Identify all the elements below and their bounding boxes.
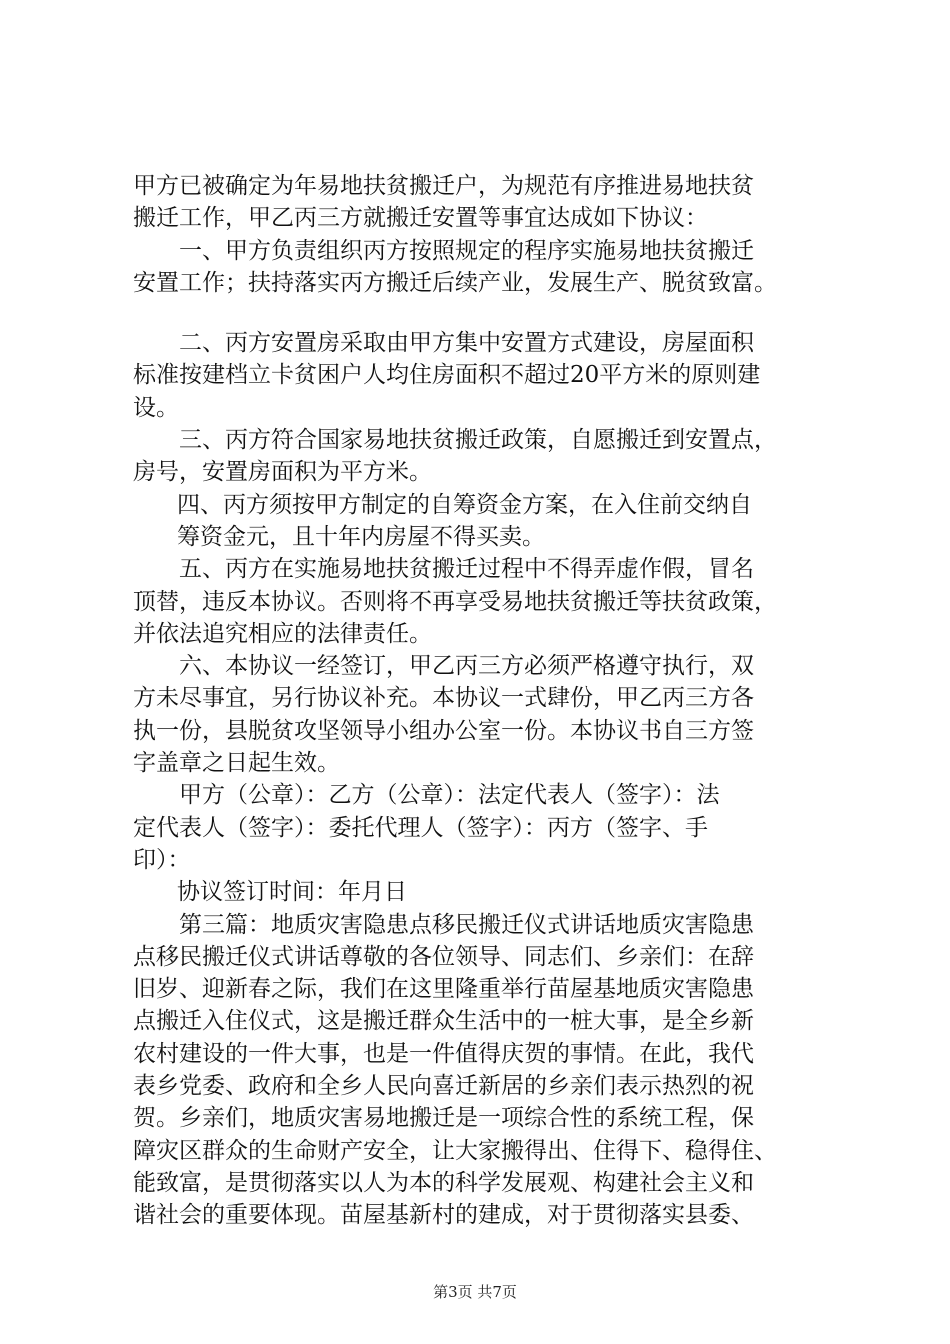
text-line: 旧岁、迎新春之际，我们在这里隆重举行苗屋基地质灾害隐患 xyxy=(133,976,754,1003)
paragraph-gap xyxy=(133,299,853,327)
text-line: 并依法追究相应的法律责任。 xyxy=(133,620,432,647)
page-number-footer: 第3页 共7页 xyxy=(433,1283,517,1301)
text-line: 执一份，县脱贫攻坚领导小组办公室一份。本协议书自三方签 xyxy=(133,717,754,744)
text-line: 方未尽事宜，另行协议补充。本协议一式肆份，甲乙丙三方各 xyxy=(133,685,754,712)
text-line: 点搬迁入住仪式，这是搬迁群众生活中的一桩大事，是全乡新 xyxy=(133,1008,754,1035)
text-line: 字盖章之日起生效。 xyxy=(133,750,340,777)
text-line: 五、丙方在实施易地扶贫搬迁过程中不得弄虚作假，冒名 xyxy=(179,556,754,583)
text-line: 甲方已被确定为年易地扶贫搬迁户，为规范有序推进易地扶贫 xyxy=(133,173,754,199)
text-line: 印）： xyxy=(133,846,191,873)
text-line: 点移民搬迁仪式讲话尊敬的各位领导、同志们、乡亲们：在辞 xyxy=(133,943,754,970)
text-line: 房号，安置房面积为平方米。 xyxy=(133,459,432,486)
text-line: 顶替，违反本协议。否则将不再享受易地扶贫搬迁等扶贫政策， xyxy=(133,588,777,615)
text-line: 谐社会的重要体现。苗屋基新村的建成，对于贯彻落实县委、 xyxy=(133,1202,754,1229)
text-line: 六、本协议一经签订，甲乙丙三方必须严格遵守执行，双 xyxy=(179,653,754,680)
text-line: 贺。乡亲们，地质灾害易地搬迁是一项综合性的系统工程，保 xyxy=(133,1105,754,1132)
text-line: 表乡党委、政府和全乡人民向喜迁新居的乡亲们表示热烈的祝 xyxy=(133,1073,754,1100)
text-line: 第三篇：地质灾害隐患点移民搬迁仪式讲话地质灾害隐患 xyxy=(179,911,754,938)
text-line: 筹资金元，且十年内房屋不得买卖。 xyxy=(177,523,545,550)
text-line: 标准按建档立卡贫困户人均住房面积不超过20平方米的原则建 xyxy=(133,362,761,389)
text-line: 安置工作；扶持落实丙方搬迁后续产业，发展生产、脱贫致富。 xyxy=(133,269,777,296)
text-line: 障灾区群众的生命财产安全，让大家搬得出、住得下、稳得住、 xyxy=(133,1137,777,1164)
text-line: 设。 xyxy=(133,394,179,421)
text-line: 能致富，是贯彻落实以人为本的科学发展观、构建社会主义和 xyxy=(133,1169,754,1196)
text-line: 二、丙方安置房采取由甲方集中安置方式建设，房屋面积 xyxy=(179,330,754,357)
text-line: 四、丙方须按甲方制定的自筹资金方案，在入住前交纳自 xyxy=(177,491,752,518)
text-line: 搬迁工作，甲乙丙三方就搬迁安置等事宜达成如下协议： xyxy=(133,205,708,232)
text-line: 定代表人（签字）：委托代理人（签字）：丙方（签字、手 xyxy=(133,814,708,841)
text-line: 农村建设的一件大事，也是一件值得庆贺的事情。在此，我代 xyxy=(133,1040,754,1067)
text-line: 一、甲方负责组织丙方按照规定的程序实施易地扶贫搬迁 xyxy=(179,237,754,264)
text-line: 协议签订时间：年月日 xyxy=(177,879,407,906)
document-body xyxy=(133,170,853,1232)
text-line: 三、丙方符合国家易地扶贫搬迁政策，自愿搬迁到安置点， xyxy=(179,427,777,454)
text-line: 甲方（公章）：乙方（公章）：法定代表人（签字）：法 xyxy=(179,782,720,809)
